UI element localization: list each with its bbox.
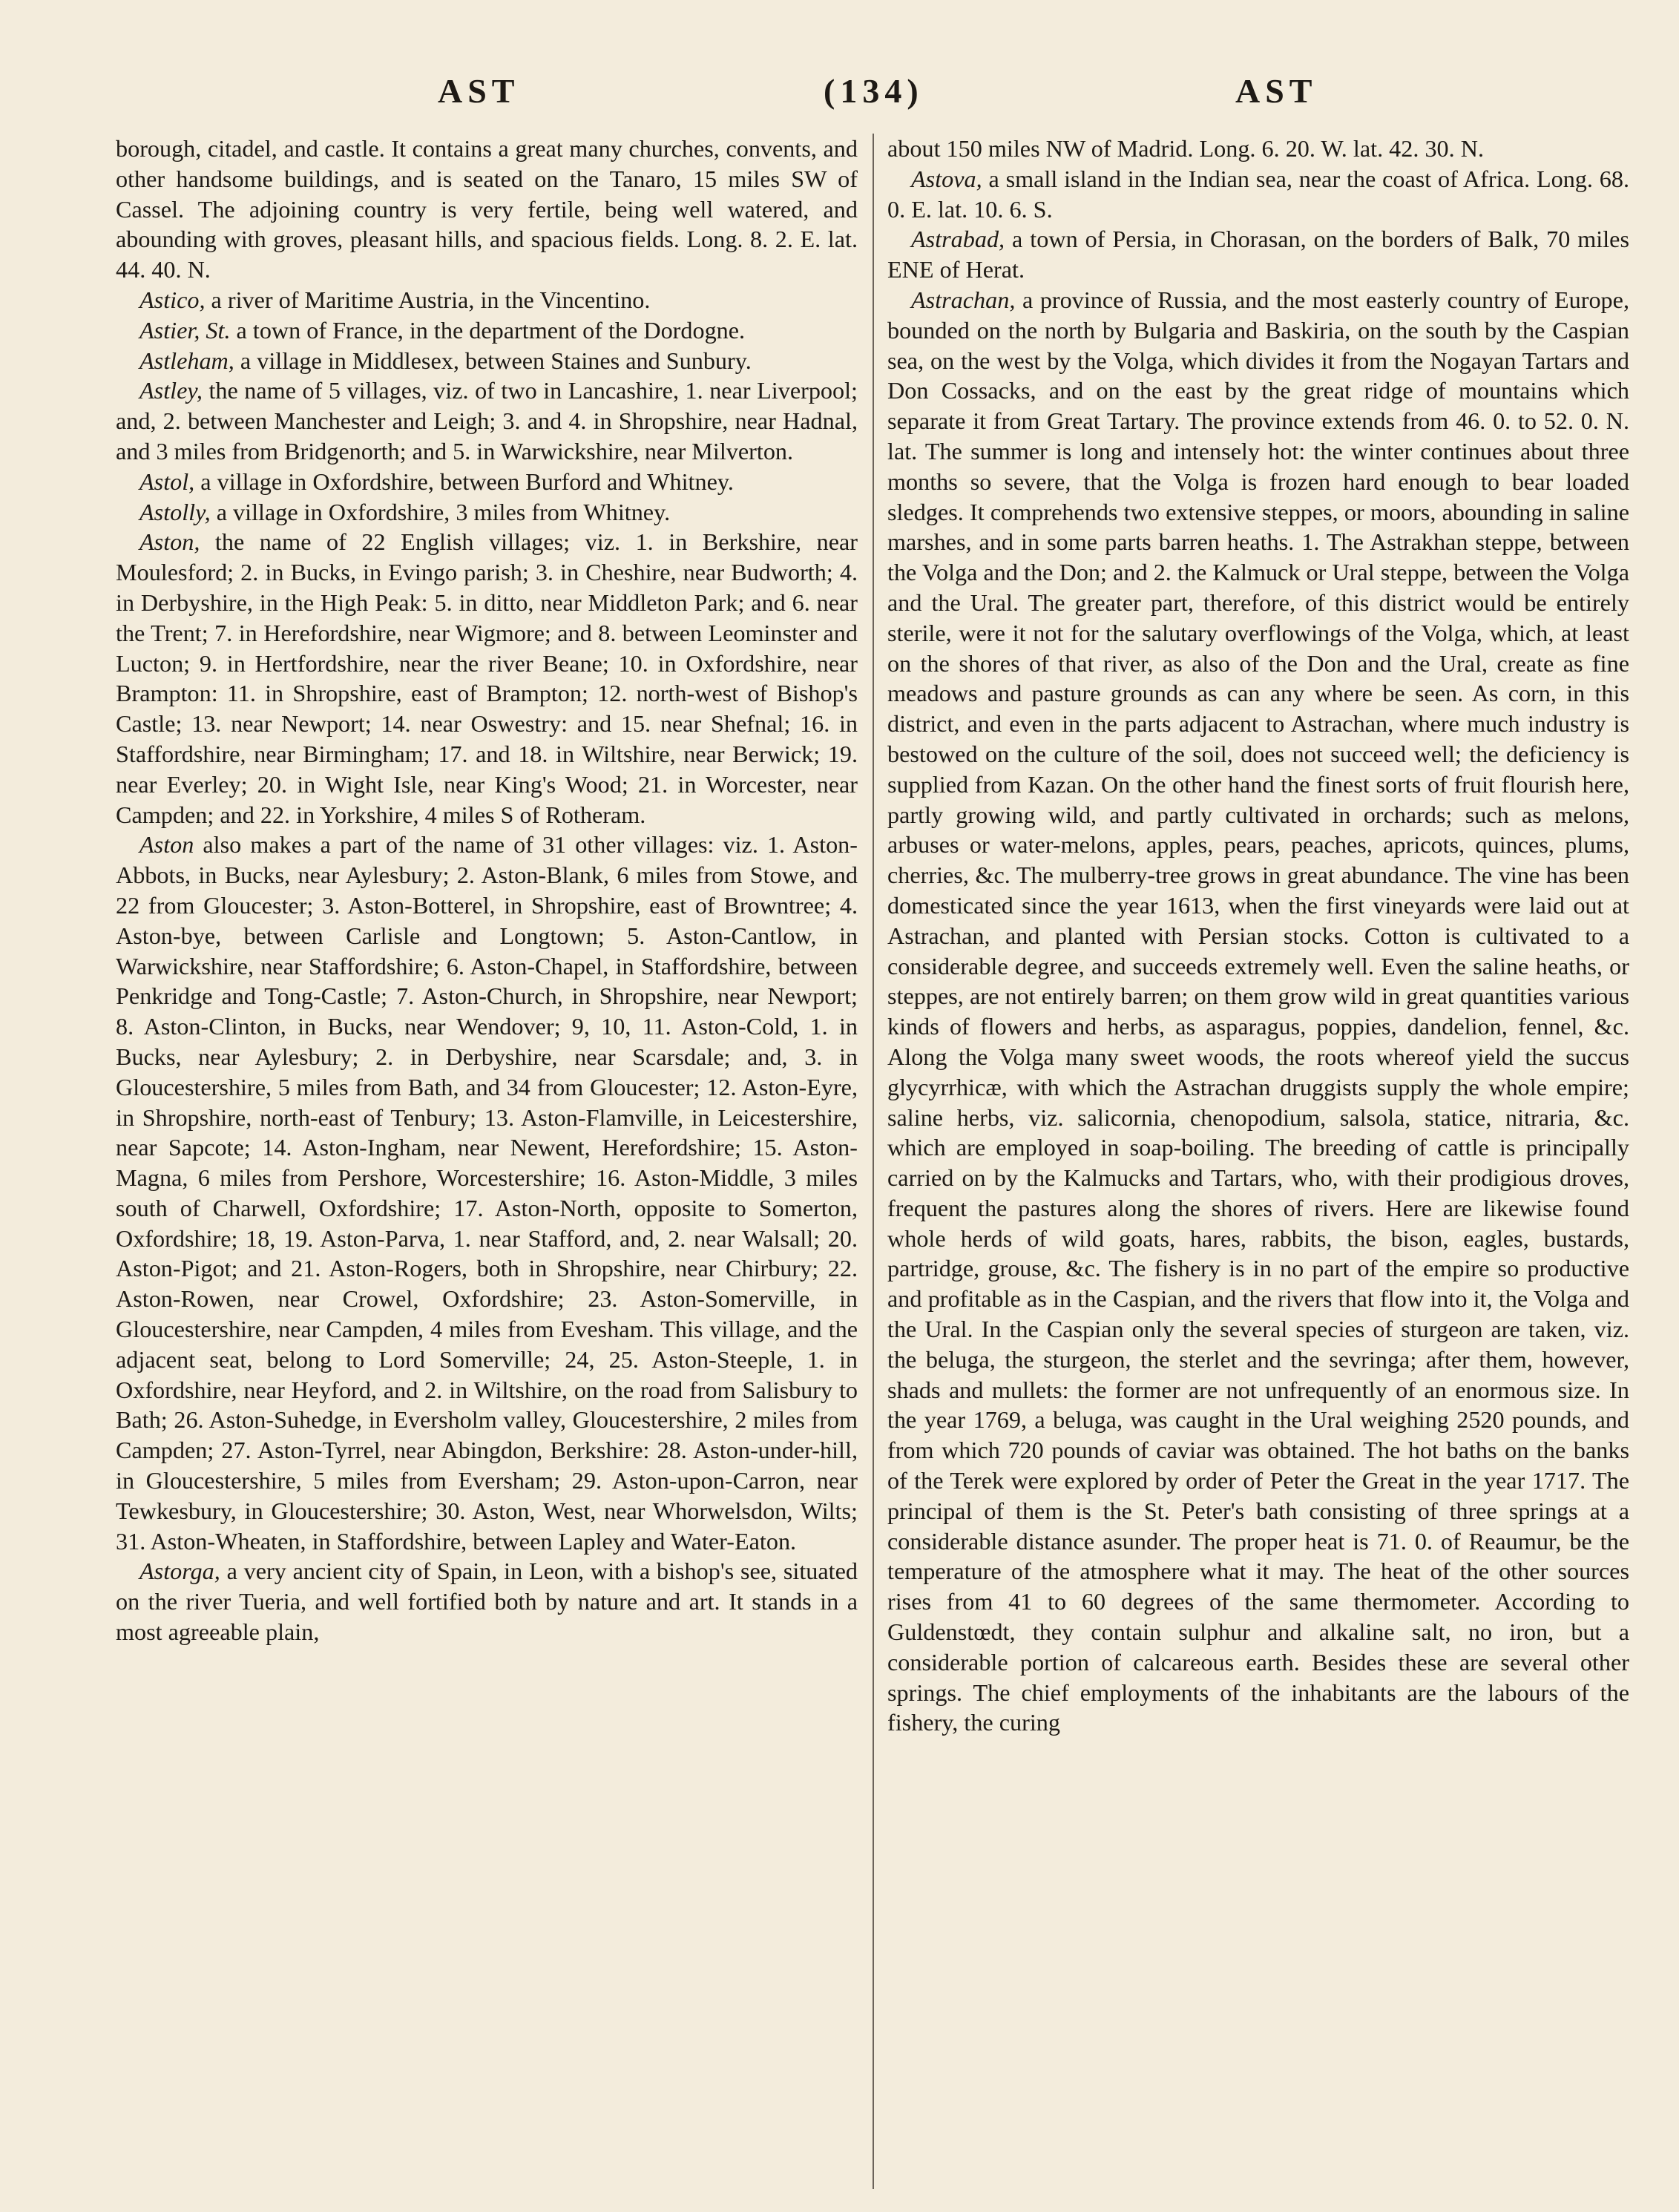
entry-text: a village in Oxfordshire, between Burford and Whitney. (194, 467, 734, 495)
entry-text: the name of 22 English villages; viz. 1. in Berkshire, near Moulesford; 2. in Bucks, in Evingo parish; 3. in Cheshire, near Budworth; 4. in Derbyshire, in the High Peak: 5. in ditto, near Middleton Park; and 6. near the Trent; 7. in Herefordshire, near Wigmore; and 8. between Leominster and Lucton; 9. in Hertfordshire, near the river Beane; 10. in Oxfordshire, near Brampton: 11. in Shropshire, east of Brampton; 12. north-west of Bishop's Castle; 13. near Newport; 14. near Oswestry: and 15. near Shefnal; 16. in Staffordshire, near Birmingham; 17. and 18. in Wiltshire, near Berwick; 19. near Everley; 20. in Wight Isle, near King's Wood; 21. in Worcester, near Campden; and 22. in Yorkshire, 4 miles S of Rotheram. (116, 528, 858, 828)
entry-paragraph (887, 224, 1629, 285)
entry-headword: Aston, (139, 528, 200, 556)
entry-headword: Astico, (139, 286, 206, 313)
entry-text: a town of France, in the department of the Dordogne. (230, 316, 746, 344)
entry-paragraph (116, 346, 858, 376)
header-right-catchword: AST (1235, 72, 1318, 110)
left-column (116, 134, 858, 1647)
entry-text: a province of Russia, and the most easterly country of Europe, bounded on the north by Bulgaria and Baskiria, on the south by the Caspian sea, on the west by the Volga, which divides it from the Nogayan Tartars and Don Cossacks, and on the east by the great ridge of mountains which separate it from Great Tartary. The province extends from 46. 0. to 52. 0. N. lat. The summer is long and intensely hot: the winter continues about three months so severe, that the Volga is frozen hard enough to bear loaded sledges. It comprehends two extensive steppes, or moors, abounding in saline marshes, and in some parts barren heaths. 1. The Astrakhan steppe, between the Volga and the Don; and 2. the Kalmuck or Ural steppe, between the Volga and the Ural. The greater part, therefore, of this district would be entirely sterile, were it not for the salutary overflowings of the Volga, which, at least on the shores of that river, as also of the Don and the Ural, create as fine meadows and pasture grounds as can any where be seen. As corn, in this district, and even in the parts adjacent to Astrachan, where much industry is bestowed on the culture of the soil, does not succeed well; the deficiency is supplied from Kazan. On the other hand the finest sorts of fruit flourish here, partly growing wild, and partly cultivated in orchards; such as melons, arbuses or water-melons, apples, pears, peaches, apricots, quinces, plums, cherries, &c. The mulberry-tree grows in great abundance. The vine has been domesticated since the year 1613, when the first vineyards were laid out at Astrachan, and planted with Persian stocks. Cotton is cultivated to a considerable degree, and succeeds extremely well. Even the saline heaths, or steppes, are not entirely barren; on them grow wild in great quantities various kinds of flowers and herbs, as asparagus, poppies, dandelion, fennel, &c. Along the Volga many sweet woods, the roots whereof yield the succus glycyrrhicæ, with which the Astrachan druggists supply the whole empire; saline herbs, viz. salicornia, chenopodium, salsola, statice, nitraria, &c. which are employed in soap-boiling. The breeding of cattle is principally carried on by the Kalmucks and Tartars, who, with their prodigious droves, frequent the pastures along the shores of rivers. Here are likewise found whole herds of wild goats, hares, rabbits, the bison, eagles, bustards, partridge, grouse, &c. The fishery is in no part of the empire so productive and profitable as in the Caspian, and the rivers that flow into it, the Volga and the Ural. In the Caspian only the several species of sturgeon are taken, viz. the beluga, the sturgeon, the sterlet and the sevringa; after them, however, shads and mullets: the former are not unfrequently of an enormous size. In the year 1769, a beluga, was caught in the Ural weighing 2520 pounds, and from which 720 pounds of caviar was obtained. The hot baths on the banks of the Terek were explored by order of Peter the Great in the year 1717. The principal of them is the St. Peter's bath consisting of three springs at a considerable distance asunder. The proper heat is 71. 0. of Reaumur, be the temperature of the atmosphere what it may. The heat of the other sources rises from 41 to 60 degrees of the same thermometer. According to Guldenstœdt, they contain sulphur and alkaline salt, no iron, but a considerable portion of calcareous earth. Besides these are several other springs. The chief employments of the inhabitants are the labours of the fishery, the curing (887, 286, 1629, 1736)
running-header (111, 71, 1565, 116)
entry-paragraph (116, 285, 858, 315)
column-divider (873, 134, 874, 2189)
entry-headword: Astrachan, (911, 286, 1016, 313)
entry-paragraph (887, 134, 1629, 164)
entry-paragraph (116, 497, 858, 528)
entry-paragraph (116, 134, 858, 285)
entry-text: a village in Oxfordshire, 3 miles from Whitney. (210, 498, 671, 525)
entry-text: about 150 miles NW of Madrid. Long. 6. 20. W. lat. 42. 30. N. (887, 135, 1485, 162)
entry-headword: Astleham, (139, 347, 234, 374)
entry-headword: Astolly, (139, 498, 211, 525)
entry-text: a town of Persia, in Chorasan, on the borders of Balk, 70 miles ENE of Herat. (887, 226, 1629, 283)
entry-headword: Astol, (139, 467, 195, 495)
entry-text: a river of Maritime Austria, in the Vincentino. (205, 286, 651, 313)
entry-paragraph (116, 830, 858, 1556)
entry-paragraph (116, 1556, 858, 1647)
entry-paragraph (116, 375, 858, 466)
entry-paragraph (116, 527, 858, 830)
entry-headword: Aston (139, 831, 194, 859)
entry-headword: Astorga, (139, 1558, 220, 1585)
entry-headword: Astova, (911, 165, 982, 192)
header-left-catchword: AST (438, 72, 520, 110)
entry-headword: Astier, St. (139, 316, 231, 344)
entry-text: borough, citadel, and castle. It contains a great many churches, convents, and other handsome buildings, and is seated on the Tanaro, 15 miles SW of Cassel. The adjoining country is very fertile, being well watered, and abounding with groves, pleasant hills, and spacious fields. Long. 8. 2. E. lat. 44. 40. N. (116, 135, 858, 283)
entry-text: a village in Middlesex, between Staines and Sunbury. (234, 347, 752, 374)
entry-text: a small island in the Indian sea, near the coast of Africa. Long. 68. 0. E. lat. 10. 6. S. (887, 165, 1629, 223)
entry-paragraph (887, 164, 1629, 225)
right-column (887, 134, 1629, 1738)
entry-text: a very ancient city of Spain, in Leon, with a bishop's see, situated on the river Tueria, and well fortified both by nature and art. It stands in a most agreeable plain, (116, 1558, 858, 1646)
entry-headword: Astley, (139, 377, 203, 404)
entry-paragraph (887, 285, 1629, 1738)
entry-paragraph (116, 467, 858, 497)
entry-headword: Astrabad, (911, 226, 1005, 253)
entry-paragraph (116, 315, 858, 346)
entry-text: the name of 5 villages, viz. of two in Lancashire, 1. near Liverpool; and, 2. between Manchester and Leigh; 3. and 4. in Shropshire, near Hadnal, and 3 miles from Bridgenorth; and 5. in Warwickshire, near Milverton. (116, 377, 858, 465)
page-number: (134) (824, 72, 924, 110)
entry-text: also makes a part of the name of 31 other villages: viz. 1. Aston-Abbots, in Bucks, near Aylesbury; 2. Aston-Blank, 6 miles from Stowe, and 22 from Gloucester; 3. Aston-Botterel, in Shropshire, east of Browntree; 4. Aston-bye, between Carlisle and Longtown; 5. Aston-Cantlow, in Warwickshire, near Staffordshire; 6. Aston-Chapel, in Staffordshire, between Penkridge and Tong-Castle; 7. Aston-Church, in Shropshire, near Newport; 8. Aston-Clinton, in Bucks, near Wendover; 9, 10, 11. Aston-Cold, 1. in Bucks, near Aylesbury; 2. in Derbyshire, near Scarsdale; and, 3. in Gloucestershire, 5 miles from Bath, and 34 from Gloucester; 12. Aston-Eyre, in Shropshire, north-east of Tenbury; 13. Aston-Flamville, in Leicestershire, near Sapcote; 14. Aston-Ingham, near Newent, Herefordshire; 15. Aston-Magna, 6 miles from Pershore, Worcestershire; 16. Aston-Middle, 3 miles south of Charwell, Oxfordshire; 17. Aston-North, opposite to Somerton, Oxfordshire; 18, 19. Aston-Parva, 1. near Stafford, and, 2. near Walsall; 20. Aston-Pigot; and 21. Aston-Rogers, both in Shropshire, near Chirbury; 22. Aston-Rowen, near Crowel, Oxfordshire; 23. Aston-Somerville, in Gloucestershire, near Campden, 4 miles from Evesham. This village, and the adjacent seat, belong to Lord Somerville; 24, 25. Aston-Steeple, 1. in Oxfordshire, near Heyford, and 2. in Wiltshire, on the road from Salisbury to Bath; 26. Aston-Suhedge, in Eversholm valley, Gloucestershire, 2 miles from Campden; 27. Aston-Tyrrel, near Abingdon, Berkshire: 28. Aston-under-hill, in Gloucestershire, 5 miles from Eversham; 29. Aston-upon-Carron, near Tewkesbury, in Gloucestershire; 30. Aston, West, near Whorwelsdon, Wilts; 31. Aston-Wheaten, in Staffordshire, between Lapley and Water-Eaton. (116, 831, 858, 1555)
